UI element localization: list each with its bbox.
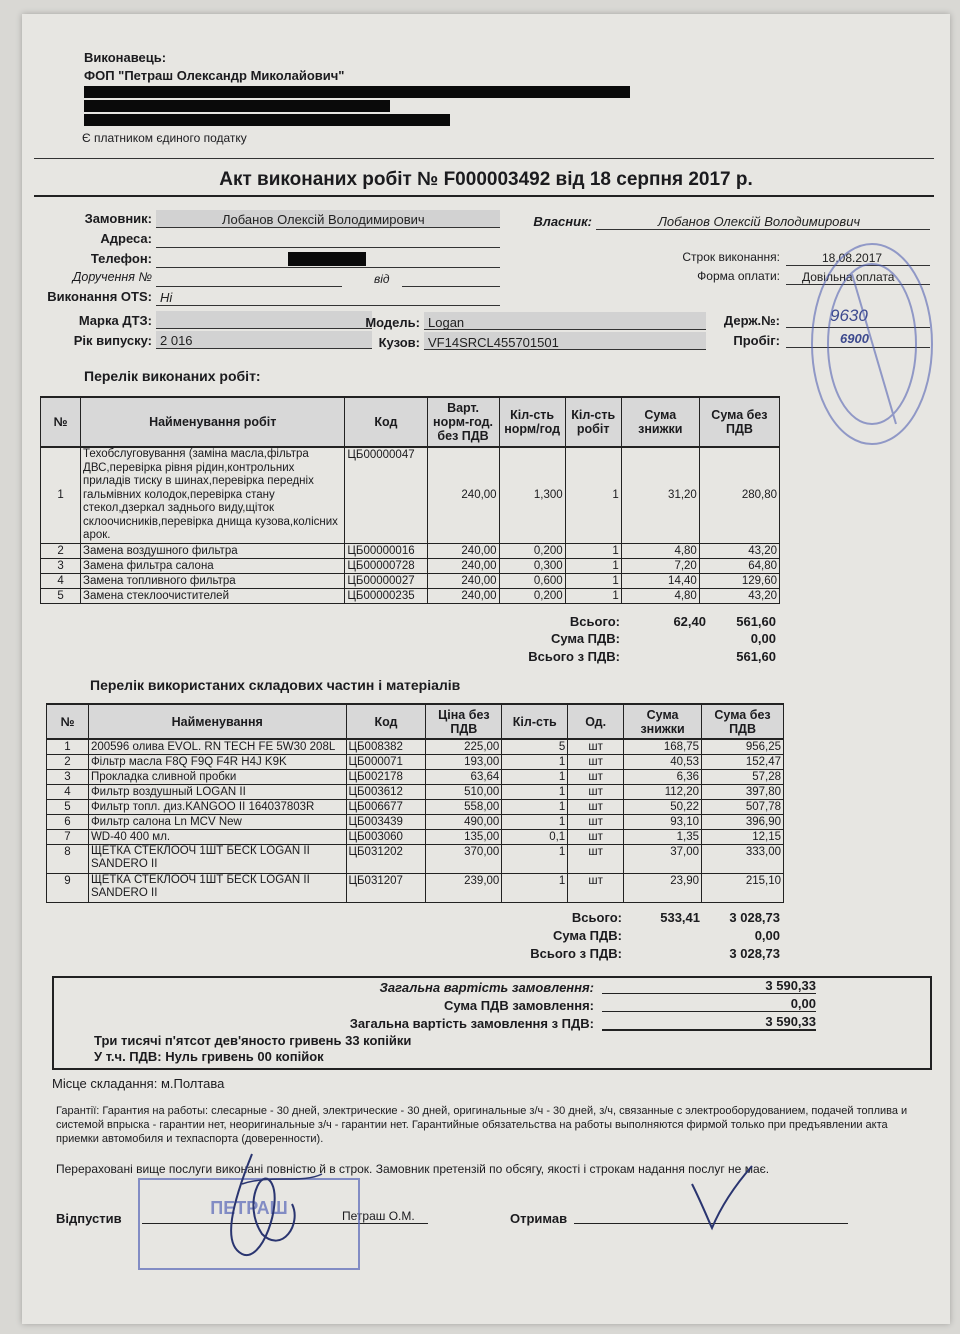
works-col-qty: Кіл-сть робіт [565, 397, 621, 447]
cell-qty: 1 [502, 755, 568, 770]
cell-code: ЦБ006677 [346, 800, 426, 815]
cell-hours: 0,200 [499, 543, 565, 558]
cell-code: ЦБ002178 [346, 770, 426, 785]
customer-value: Лобанов Олексій Володимирович [222, 212, 425, 227]
round-stamp-icon [792, 234, 932, 454]
cell-sum: 280,80 [699, 447, 779, 543]
cell-num: 2 [41, 543, 81, 558]
cell-code: ЦБ00000016 [345, 543, 427, 558]
parts-vat-value: 0,00 [754, 928, 780, 943]
cell-unit: шт [568, 830, 624, 845]
parts-section-title: Перелік використаних складових частин і матеріалів [90, 677, 461, 693]
works-vat-label: Сума ПДВ: [550, 631, 620, 646]
confirmation-text: Перераховані вище послуги виконані повністю й в строк. Замовник претензій по обсягу, якості і строкам надання послуг не має. [56, 1162, 770, 1176]
parts-col-unit: Од. [568, 704, 624, 739]
cell-hours: 0,200 [499, 588, 565, 603]
redaction-bar [84, 114, 450, 126]
cell-sum: 396,90 [702, 815, 784, 830]
table-row [47, 845, 784, 874]
order-vat-label: Сума ПДВ замовлення: [443, 998, 594, 1013]
document-page [22, 14, 950, 1324]
cell-sum: 333,00 [702, 845, 784, 874]
parts-total-vat-value: 3 028,73 [729, 946, 780, 961]
cell-rate: 240,00 [427, 588, 499, 603]
table-row [47, 739, 784, 755]
cell-num: 1 [41, 447, 81, 543]
order-total-vat-label: Загальна вартість замовлення з ПДВ: [349, 1016, 594, 1031]
cell-num: 7 [47, 830, 89, 845]
cell-price: 63,64 [426, 770, 502, 785]
cell-num: 5 [41, 588, 81, 603]
works-col-sum: Сума без ПДВ [699, 397, 779, 447]
cell-name: 200596 олива EVOL. RN TECH FE 5W30 208L [88, 739, 346, 755]
cell-sum: 152,47 [702, 755, 784, 770]
tax-note: Є платником єдиного податку [82, 131, 247, 145]
cell-discount: 40,53 [624, 755, 702, 770]
cell-num: 5 [47, 800, 89, 815]
customer-signature-icon [682, 1164, 762, 1234]
cell-name: Замена воздушного фильтра [81, 543, 345, 558]
cell-discount: 6,36 [624, 770, 702, 785]
order-total-vat-value: 3 590,33 [602, 1014, 816, 1031]
guarantee-text: Гарантії: Гарантия на работы: слесарные - 30 дней, электрические - 30 дней, оригинальные з/ч - 30 дней, з/ч, связанные с электрооборудованием, подачей топлива и системой впрыска - гарантии нет, неоригинальные з/ч - гарантии нет. Гарантийные обязательства на работы выполняются фирмой только при предъявлении акта приемки автомобиля и техпаспорта (доверенности). [56, 1105, 908, 1145]
cell-unit: шт [568, 845, 624, 874]
cell-hours: 0,600 [499, 573, 565, 588]
cell-code: ЦБ000071 [346, 755, 426, 770]
cell-unit: шт [568, 739, 624, 755]
cell-code: ЦБ00000235 [345, 588, 427, 603]
parts-col-price: Ціна без ПДВ [426, 704, 502, 739]
cell-sum: 129,60 [699, 573, 779, 588]
cell-hours: 0,300 [499, 558, 565, 573]
works-total-discount: 62,40 [673, 614, 706, 629]
cell-name: Фільтр масла F8Q F9Q F4R H4J K9K [88, 755, 346, 770]
proxy-label: Доручення № [72, 270, 152, 284]
cell-unit: шт [568, 815, 624, 830]
table-row [41, 543, 780, 558]
place-of-issue: Місце складання: м.Полтава [52, 1076, 225, 1091]
works-col-name: Найменування робіт [81, 397, 345, 447]
cell-sum: 507,78 [702, 800, 784, 815]
cell-discount: 50,22 [624, 800, 702, 815]
cell-num: 1 [47, 739, 89, 755]
cell-code: ЦБ00000728 [345, 558, 427, 573]
redaction-bar [84, 100, 390, 112]
parts-col-discount: Сума знижки [624, 704, 702, 739]
cell-sum: 64,80 [699, 558, 779, 573]
cell-unit: шт [568, 770, 624, 785]
cell-num: 6 [47, 815, 89, 830]
cell-discount: 7,20 [621, 558, 699, 573]
parts-col-num: № [47, 704, 89, 739]
year-value: 2 016 [160, 333, 193, 348]
customer-label: Замовник: [84, 211, 152, 226]
cell-name: Фильтр воздушный LOGAN II [88, 785, 346, 800]
cell-code: ЦБ00000027 [345, 573, 427, 588]
received-label: Отримав [510, 1211, 568, 1226]
works-vat-value: 0,00 [750, 631, 776, 646]
cell-unit: шт [568, 874, 624, 903]
cell-qty: 5 [502, 739, 568, 755]
term-label: Строк виконання: [682, 250, 780, 264]
body-value: VF14SRCL455701501 [428, 335, 559, 350]
from-field [402, 269, 500, 287]
model-field [424, 312, 706, 330]
cell-discount: 4,80 [621, 588, 699, 603]
table-row [47, 800, 784, 815]
cell-discount: 93,10 [624, 815, 702, 830]
cell-num: 3 [41, 558, 81, 573]
divider [34, 195, 934, 197]
cell-sum: 43,20 [699, 543, 779, 558]
cell-price: 370,00 [426, 845, 502, 874]
address-field [156, 230, 500, 248]
cell-name: Замена фильтра салона [81, 558, 345, 573]
ots-field [156, 288, 500, 306]
redaction-bar [288, 252, 366, 266]
cell-discount: 37,00 [624, 845, 702, 874]
table-row [47, 785, 784, 800]
works-col-num: № [41, 397, 81, 447]
works-total-vat-value: 561,60 [736, 649, 776, 664]
year-label: Рік випуску: [73, 333, 152, 348]
cell-name: Фильтр салона Ln MCV New [88, 815, 346, 830]
parts-col-qty: Кіл-сть [502, 704, 568, 739]
works-col-hours: Кіл-сть норм/год [499, 397, 565, 447]
cell-num: 3 [47, 770, 89, 785]
table-row [41, 573, 780, 588]
table-row [47, 755, 784, 770]
works-header-row [41, 397, 780, 447]
cell-code: ЦБ003060 [346, 830, 426, 845]
cell-qty: 1 [502, 785, 568, 800]
plate-value: 9630 [830, 306, 868, 325]
table-row [47, 770, 784, 785]
amount-in-words: Три тисячі п'ятсот дев'яносто гривень 33 копійки [94, 1033, 412, 1048]
payment-label: Форма оплати: [697, 269, 780, 283]
cell-discount: 4,80 [621, 543, 699, 558]
cell-name: ЩЕТКА СТЕКЛООЧ 1ШТ БЕСК LOGAN II SANDERO II [88, 845, 346, 874]
mileage-label: Пробіг: [733, 333, 780, 348]
executor-signature-icon [202, 1144, 342, 1274]
cell-code: ЦБ031202 [346, 845, 426, 874]
works-section-title: Перелік виконаних робіт: [84, 368, 261, 384]
cell-unit: шт [568, 755, 624, 770]
cell-sum: 215,10 [702, 874, 784, 903]
cell-num: 9 [47, 874, 89, 903]
works-total-label: Всього: [569, 614, 620, 629]
cell-qty: 1 [565, 558, 621, 573]
cell-name: WD-40 400 мл. [88, 830, 346, 845]
cell-discount: 168,75 [624, 739, 702, 755]
redaction-bar [84, 86, 630, 98]
divider [34, 158, 934, 159]
works-col-rate: Варт. норм-год. без ПДВ [427, 397, 499, 447]
page-title: Акт виконаних робіт № F000003492 від 18 серпня 2017 р. [219, 169, 753, 190]
address-label: Адреса: [100, 231, 152, 246]
cell-qty: 0,1 [502, 830, 568, 845]
cell-code: ЦБ008382 [346, 739, 426, 755]
cell-qty: 1 [502, 815, 568, 830]
cell-code: ЦБ00000047 [345, 447, 427, 543]
released-label: Відпустив [56, 1211, 122, 1226]
cell-rate: 240,00 [427, 447, 499, 543]
model-label: Модель: [365, 315, 420, 330]
table-row [41, 447, 780, 543]
cell-qty: 1 [502, 800, 568, 815]
owner-label: Власник: [533, 214, 592, 229]
cell-num: 8 [47, 845, 89, 874]
order-total-label: Загальна вартість замовлення: [379, 980, 594, 995]
executor-label: Виконавець: [84, 50, 167, 65]
cell-rate: 240,00 [427, 543, 499, 558]
vat-in-words: У т.ч. ПДВ: Нуль гривень 00 копійок [94, 1049, 324, 1064]
table-row [41, 588, 780, 603]
cell-discount: 112,20 [624, 785, 702, 800]
works-col-code: Код [345, 397, 427, 447]
order-vat-value: 0,00 [602, 996, 816, 1012]
cell-name: Замена стеклоочистителей [81, 588, 345, 603]
owner-value: Лобанов Олексій Володимирович [658, 214, 861, 229]
from-label: від [374, 272, 390, 286]
table-row [47, 830, 784, 845]
cell-name: ЩЕТКА СТЕКЛООЧ 1ШТ БЕСК LOGAN II SANDERO II [88, 874, 346, 903]
ots-value: Ні [160, 290, 173, 305]
works-total-sum: 561,60 [736, 614, 776, 629]
cell-name: Прокладка сливной пробки [88, 770, 346, 785]
cell-rate: 240,00 [427, 573, 499, 588]
parts-total-label: Всього: [571, 910, 622, 925]
cell-sum: 956,25 [702, 739, 784, 755]
cell-qty: 1 [565, 573, 621, 588]
parts-col-name: Найменування [88, 704, 346, 739]
cell-price: 239,00 [426, 874, 502, 903]
cell-qty: 1 [565, 588, 621, 603]
cell-code: ЦБ003439 [346, 815, 426, 830]
order-summary-box [52, 976, 932, 1070]
cell-price: 225,00 [426, 739, 502, 755]
proxy-field [156, 269, 342, 287]
cell-qty: 1 [565, 447, 621, 543]
cell-name: Техобслуговування (заміна масла,фільтра ДВС,перевірка рівня рідин,контрольних приладів тиску в шинах,перевірка передніх гальмівних колодок,перевірка стану стекол,дзеркал заднього виду,щіток склоочисників,перевірка днища кузова,колісних арок. [81, 447, 345, 543]
cell-rate: 240,00 [427, 558, 499, 573]
works-col-discount: Сума знижки [621, 397, 699, 447]
cell-discount: 31,20 [621, 447, 699, 543]
cell-sum: 397,80 [702, 785, 784, 800]
stamp-title: ПЕТРАШ [210, 1198, 288, 1218]
cell-discount: 23,90 [624, 874, 702, 903]
cell-sum: 57,28 [702, 770, 784, 785]
cell-discount: 14,40 [621, 573, 699, 588]
works-total-vat-label: Всього з ПДВ: [528, 649, 620, 664]
model-value: Logan [428, 315, 465, 330]
payment-value: Довільна оплата [802, 270, 895, 284]
table-row [41, 558, 780, 573]
parts-table [46, 703, 784, 903]
cell-unit: шт [568, 785, 624, 800]
cell-code: ЦБ031207 [346, 874, 426, 903]
cell-unit: шт [568, 800, 624, 815]
parts-header-row [47, 704, 784, 739]
table-row [47, 815, 784, 830]
cell-price: 510,00 [426, 785, 502, 800]
cell-qty: 1 [502, 874, 568, 903]
parts-col-sum: Сума без ПДВ [702, 704, 784, 739]
cell-num: 4 [41, 573, 81, 588]
parts-total-discount: 533,41 [660, 910, 700, 925]
works-table [40, 396, 780, 604]
cell-qty: 1 [502, 845, 568, 874]
parts-col-code: Код [346, 704, 426, 739]
cell-qty: 1 [565, 543, 621, 558]
cell-price: 558,00 [426, 800, 502, 815]
cell-name: Замена топливного фильтра [81, 573, 345, 588]
released-name: Петраш О.М. [342, 1209, 415, 1223]
cell-num: 2 [47, 755, 89, 770]
cell-price: 490,00 [426, 815, 502, 830]
cell-num: 4 [47, 785, 89, 800]
table-row [47, 874, 784, 903]
cell-sum: 43,20 [699, 588, 779, 603]
parts-vat-label: Сума ПДВ: [552, 928, 622, 943]
body-label: Кузов: [378, 335, 420, 350]
cell-sum: 12,15 [702, 830, 784, 845]
brand-label: Марка ДТЗ: [78, 313, 152, 328]
cell-price: 135,00 [426, 830, 502, 845]
cell-name: Фильтр топл. диз.KANGOO II 164037803R [88, 800, 346, 815]
order-total-value: 3 590,33 [602, 978, 816, 994]
ots-label: Виконання OTS: [47, 289, 152, 304]
cell-qty: 1 [502, 770, 568, 785]
mileage-value: 6900 [840, 331, 869, 346]
cell-code: ЦБ003612 [346, 785, 426, 800]
parts-total-sum: 3 028,73 [729, 910, 780, 925]
cell-price: 193,00 [426, 755, 502, 770]
cell-hours: 1,300 [499, 447, 565, 543]
phone-label: Телефон: [90, 251, 152, 266]
plate-label: Держ.№: [723, 313, 780, 328]
executor-name: ФОП "Петраш Олександр Миколайович" [84, 68, 345, 83]
cell-discount: 1,35 [624, 830, 702, 845]
parts-total-vat-label: Всього з ПДВ: [530, 946, 622, 961]
term-value: 18.08.2017 [822, 251, 883, 265]
